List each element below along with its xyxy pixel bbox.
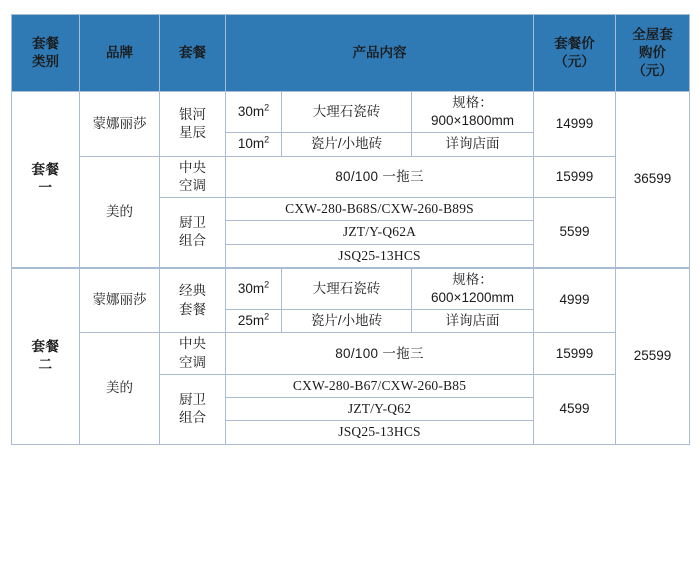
header-product-content	[226, 15, 534, 92]
product-cell	[282, 310, 412, 333]
whole-house-price-cell-package-1	[616, 92, 690, 268]
table-row	[12, 156, 690, 197]
spec-line1: 规格：	[452, 95, 493, 110]
area-unit-sup: 2	[264, 279, 270, 290]
area-cell	[226, 133, 282, 156]
table-row	[12, 268, 690, 310]
category-line2: 一	[38, 180, 53, 196]
ac-content-label: 80/100 一拖三	[335, 345, 424, 361]
model-label: JSQ25-13HCS	[338, 424, 421, 440]
category-cell-package-1	[12, 92, 80, 268]
area-cell	[226, 92, 282, 133]
package-line1: 经典	[179, 283, 206, 299]
package-price-value: 4599	[559, 401, 590, 417]
package-price-cell-kitchen-2	[534, 374, 616, 444]
model-cell	[226, 244, 534, 268]
header-whole-house-price-line1: 全屋套	[632, 26, 673, 42]
area-unit: m	[252, 280, 265, 296]
product-cell	[282, 133, 412, 156]
package-line2: 星辰	[179, 124, 206, 140]
category-line1: 套餐	[31, 338, 60, 354]
package-line2: 套餐	[179, 301, 206, 317]
package-line1: 厨卫	[179, 215, 206, 231]
header-category-line2: 类别	[32, 54, 59, 69]
spec-cell	[412, 133, 534, 156]
package-cell-ac-1	[160, 156, 226, 197]
header-category	[12, 15, 80, 92]
whole-house-price-value: 36599	[633, 171, 672, 187]
header-package-price	[534, 15, 616, 92]
package-price-cell-ac-2	[534, 333, 616, 374]
area-unit-sup: 2	[264, 311, 270, 322]
package-price-cell-kitchen-1	[534, 198, 616, 268]
model-cell	[226, 198, 534, 221]
package-price-value: 15999	[555, 345, 594, 361]
spec-line1: 规格：	[452, 271, 493, 287]
category-line2: 二	[38, 357, 53, 373]
area-value: 25	[237, 313, 253, 329]
header-package-price-line1: 套餐价	[554, 35, 595, 51]
area-unit-sup: 2	[264, 102, 270, 113]
package-line2: 空调	[179, 354, 206, 370]
spec-cell	[412, 310, 534, 333]
brand-cell-midea-1	[80, 156, 160, 268]
spec-line1: 详询店面	[445, 313, 500, 329]
header-package	[160, 15, 226, 92]
brand-label: 美的	[106, 380, 133, 396]
model-label: JZT/Y-Q62A	[342, 224, 417, 240]
package-price-value: 5599	[559, 224, 590, 240]
whole-house-price-cell-package-2	[616, 268, 690, 444]
category-cell-package-2	[12, 268, 80, 444]
header-whole-house-price-line3: （元）	[632, 63, 673, 79]
ac-content-cell	[226, 156, 534, 197]
model-label: JZT/Y-Q62	[347, 401, 412, 417]
area-unit-sup: 2	[264, 134, 270, 145]
package-line2: 组合	[179, 233, 206, 249]
brand-label: 蒙娜丽莎	[92, 292, 147, 308]
area-value: 10	[237, 136, 253, 152]
package-line1: 银河	[179, 106, 206, 122]
spec-cell	[412, 268, 534, 310]
product-label: 大理石瓷砖	[312, 104, 381, 120]
area-value: 30	[237, 104, 253, 120]
header-whole-house-price-line2: 购价	[639, 44, 667, 60]
spec-line2: 600×1200mm	[431, 289, 514, 305]
package-cell-kitchen-1	[160, 198, 226, 268]
product-cell	[282, 92, 412, 133]
model-label: CXW-280-B67/CXW-260-B85	[292, 377, 467, 393]
header-brand-label: 品牌	[106, 44, 133, 60]
product-label: 大理石瓷砖	[312, 280, 381, 296]
header-row	[12, 15, 690, 92]
product-cell	[282, 268, 412, 310]
ac-content-label: 80/100 一拖三	[335, 168, 424, 184]
brand-cell-tiles-2	[80, 268, 160, 333]
area-cell	[226, 310, 282, 333]
header-product-content-label: 产品内容	[352, 44, 407, 60]
area-unit: m	[252, 313, 265, 329]
package-price-cell-ac-1	[534, 156, 616, 197]
model-label: JSQ25-13HCS	[338, 247, 421, 263]
package-price-cell-tiles-1	[534, 92, 616, 157]
header-package-label: 套餐	[179, 44, 206, 60]
table-row	[12, 333, 690, 374]
package-cell-tiles-1	[160, 92, 226, 157]
package-line1: 厨卫	[179, 391, 206, 407]
table-row	[12, 92, 690, 133]
package-line1: 中央	[179, 336, 206, 352]
model-cell	[226, 221, 534, 244]
spec-line2: 900×1800mm	[431, 113, 514, 129]
package-line2: 空调	[179, 177, 206, 193]
category-line1: 套餐	[31, 162, 60, 178]
model-label: CXW-280-B68S/CXW-260-B89S	[285, 201, 474, 217]
header-brand	[80, 15, 160, 92]
area-unit: m	[252, 104, 265, 120]
package-line1: 中央	[179, 159, 206, 175]
header-category-line1: 套餐	[32, 35, 59, 51]
product-label: 瓷片/小地砖	[310, 313, 383, 329]
package-price-value: 14999	[555, 115, 594, 131]
package-price-cell-tiles-2	[534, 268, 616, 333]
spec-line1: 详询店面	[445, 136, 500, 152]
header-whole-house-price	[616, 15, 690, 92]
product-label: 瓷片/小地砖	[310, 136, 383, 152]
brand-label: 美的	[106, 203, 133, 219]
whole-house-price-value: 25599	[633, 348, 672, 364]
package-cell-ac-2	[160, 333, 226, 374]
ac-content-cell	[226, 333, 534, 374]
area-cell	[226, 268, 282, 310]
area-unit: m	[252, 136, 265, 152]
package-price-value: 4999	[559, 292, 590, 308]
area-value: 30	[237, 280, 253, 296]
model-cell	[226, 421, 534, 444]
brand-cell-tiles-1	[80, 92, 160, 157]
spec-cell	[412, 92, 534, 133]
package-price-value: 15999	[555, 168, 594, 184]
header-package-price-line2: （元）	[554, 54, 595, 69]
package-line2: 组合	[179, 410, 206, 426]
package-cell-kitchen-2	[160, 374, 226, 444]
model-cell	[226, 398, 534, 421]
brand-cell-midea-2	[80, 333, 160, 444]
table-header	[12, 15, 690, 92]
brand-label: 蒙娜丽莎	[92, 115, 147, 131]
package-cell-tiles-2	[160, 268, 226, 333]
table-body	[12, 92, 690, 445]
model-cell	[226, 374, 534, 397]
package-price-table	[11, 14, 690, 445]
